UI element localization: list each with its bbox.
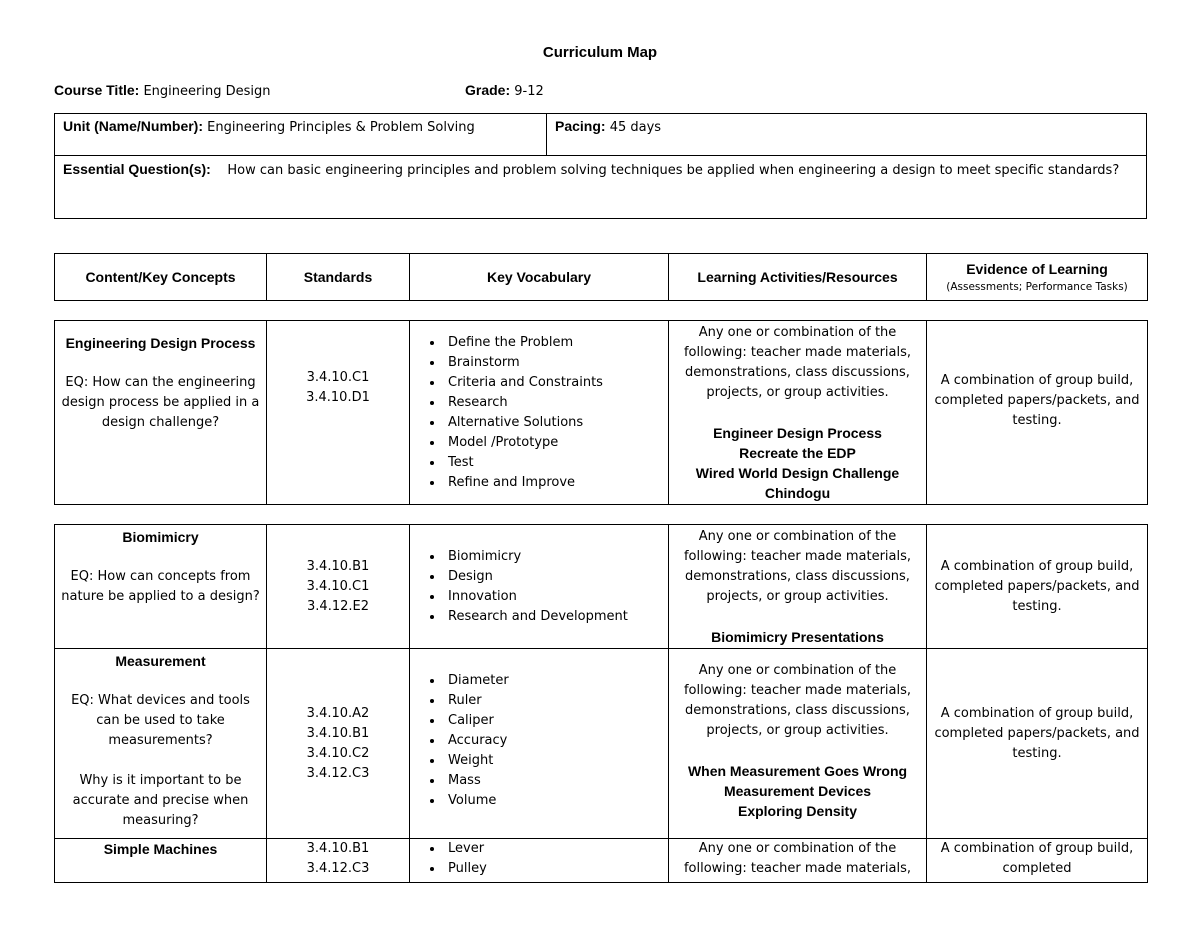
vocab-list bbox=[416, 333, 662, 493]
vocab-item: • Criteria and Constraints bbox=[444, 373, 662, 393]
vocab-item: • Diameter bbox=[444, 671, 662, 691]
concept-title: Biomimicry bbox=[122, 529, 199, 545]
vocab-item: • Lever bbox=[444, 839, 662, 859]
standard: 3.4.10.C1 bbox=[306, 369, 370, 385]
concept-eq: EQ: What devices and tools can be used to take measurements? bbox=[71, 693, 250, 748]
grade-label: Grade: bbox=[465, 82, 511, 98]
standard: 3.4.12.C3 bbox=[306, 765, 370, 781]
table-row bbox=[55, 839, 1148, 883]
unit-label: Unit (Name/Number): bbox=[63, 118, 204, 134]
course-title-value: Engineering Design bbox=[143, 84, 271, 99]
activities-text: Any one or combination of the following: teacher made materials, demonstrations, class discussions, projects, or group activities. bbox=[683, 325, 912, 400]
header-activities: Learning Activities/Resources bbox=[669, 254, 927, 301]
concept-eq: EQ: How can concepts from nature be applied to a design? bbox=[61, 569, 260, 604]
evidence: A combination of group build, completed bbox=[927, 839, 1148, 883]
vocab-item: • Ruler bbox=[444, 691, 662, 711]
vocab-list bbox=[416, 671, 662, 811]
vocab-item: • Design bbox=[444, 567, 662, 587]
vocab-item: • Brainstorm bbox=[444, 353, 662, 373]
concept-title: Measurement bbox=[115, 653, 206, 669]
vocab-item: • Refine and Improve bbox=[444, 473, 662, 493]
unit-box bbox=[54, 113, 547, 156]
activity-name: Recreate the EDP bbox=[739, 445, 856, 461]
vocab-item: • Research and Development bbox=[444, 607, 662, 627]
activity-name: Chindogu bbox=[764, 485, 831, 501]
pacing-label: Pacing: bbox=[555, 118, 606, 134]
header-row bbox=[55, 254, 1148, 301]
vocab-list bbox=[416, 839, 662, 879]
evidence: A combination of group build, completed papers/packets, and testing. bbox=[927, 649, 1148, 839]
standard: 3.4.10.C2 bbox=[306, 745, 370, 761]
activity-name: Measurement Devices bbox=[723, 783, 872, 799]
essential-question-text: How can basic engineering principles and problem solving techniques be applied when engineering a design to meet specific standards? bbox=[227, 163, 1120, 178]
vocab-item: • Test bbox=[444, 453, 662, 473]
standard: 3.4.10.B1 bbox=[306, 725, 370, 741]
standard: 3.4.10.B1 bbox=[306, 841, 370, 856]
vocab-item: • Pulley bbox=[444, 859, 662, 879]
vocab-item: • Research bbox=[444, 393, 662, 413]
activity-name: Biomimicry Presentations bbox=[711, 629, 884, 645]
essential-question-box bbox=[54, 155, 1147, 219]
activity-name: When Measurement Goes Wrong bbox=[687, 763, 908, 779]
pacing-value: 45 days bbox=[609, 120, 662, 135]
course-title-label: Course Title: bbox=[54, 82, 140, 98]
pacing-box bbox=[546, 113, 1147, 156]
table-row bbox=[55, 525, 1148, 649]
vocab-item: • Volume bbox=[444, 791, 662, 811]
activities-text: Any one or combination of the following: teacher made materials, bbox=[669, 839, 927, 883]
grade-value: 9-12 bbox=[514, 84, 544, 99]
activities-text: Any one or combination of the following: teacher made materials, demonstrations, class discussions, projects, or group activities. bbox=[683, 663, 912, 738]
course-title bbox=[54, 82, 270, 99]
evidence: A combination of group build, completed papers/packets, and testing. bbox=[927, 525, 1148, 649]
table-row bbox=[55, 649, 1148, 839]
vocab-item: • Caliper bbox=[444, 711, 662, 731]
standard: 3.4.10.A2 bbox=[306, 705, 370, 721]
activities-text: Any one or combination of the following: teacher made materials, demonstrations, class discussions, projects, or group activities. bbox=[683, 529, 912, 604]
grade bbox=[465, 82, 544, 99]
concept-eq: EQ: How can the engineering design process be applied in a design challenge? bbox=[61, 375, 260, 430]
header-evidence bbox=[927, 254, 1148, 301]
header-vocab: Key Vocabulary bbox=[410, 254, 669, 301]
activity-name: Wired World Design Challenge bbox=[695, 465, 900, 481]
standard: 3.4.12.E2 bbox=[307, 598, 369, 614]
vocab-item: • Mass bbox=[444, 771, 662, 791]
activity-name: Exploring Density bbox=[737, 803, 858, 819]
header-standards: Standards bbox=[267, 254, 410, 301]
concept-title: Simple Machines bbox=[103, 841, 218, 857]
standard: 3.4.10.C1 bbox=[306, 578, 370, 594]
vocab-item: • Innovation bbox=[444, 587, 662, 607]
header-evidence-sub: (Assessments; Performance Tasks) bbox=[946, 280, 1128, 293]
vocab-item: • Define the Problem bbox=[444, 333, 662, 353]
standard: 3.4.12.C3 bbox=[306, 861, 370, 876]
standard: 3.4.10.B1 bbox=[306, 558, 370, 574]
vocab-item: • Weight bbox=[444, 751, 662, 771]
curriculum-table bbox=[54, 253, 1148, 883]
header-evidence-label: Evidence of Learning bbox=[966, 260, 1108, 277]
vocab-item: • Alternative Solutions bbox=[444, 413, 662, 433]
vocab-item: • Model /Prototype bbox=[444, 433, 662, 453]
vocab-item: • Biomimicry bbox=[444, 547, 662, 567]
activity-name: Engineer Design Process bbox=[713, 425, 882, 441]
evidence: A combination of group build, completed papers/packets, and testing. bbox=[927, 321, 1148, 505]
vocab-item: • Accuracy bbox=[444, 731, 662, 751]
unit-value: Engineering Principles & Problem Solving bbox=[207, 120, 475, 135]
vocab-list bbox=[416, 547, 662, 627]
essential-question-label: Essential Question(s): bbox=[63, 161, 211, 177]
header-concepts: Content/Key Concepts bbox=[55, 254, 267, 301]
table-row bbox=[55, 321, 1148, 505]
concept-title: Engineering Design Process bbox=[65, 335, 256, 351]
standard: 3.4.10.D1 bbox=[306, 389, 370, 405]
page-title: Curriculum Map bbox=[542, 44, 658, 61]
concept-eq: Why is it important to be accurate and precise when measuring? bbox=[72, 773, 249, 828]
